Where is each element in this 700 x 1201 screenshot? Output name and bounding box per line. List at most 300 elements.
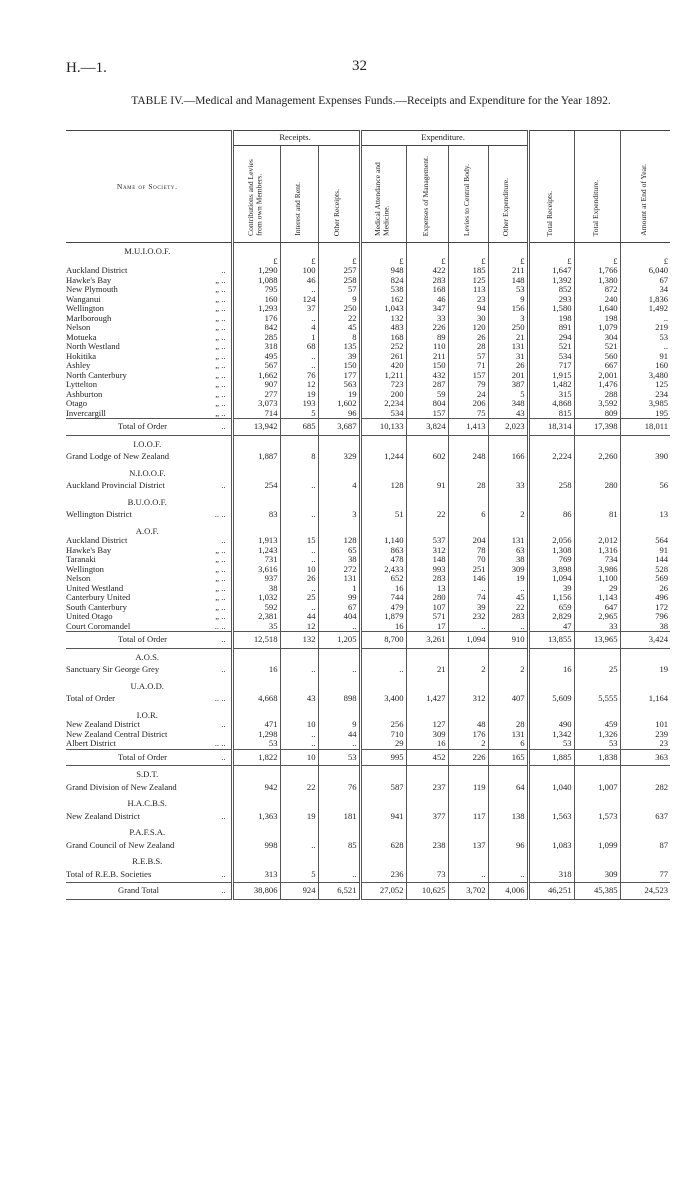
value-cell: 16 bbox=[406, 739, 448, 749]
society-name-text: Wellington bbox=[66, 564, 104, 574]
spacer-cell bbox=[360, 766, 406, 780]
value-cell: 38 bbox=[488, 555, 528, 565]
society-name-text: United Westland bbox=[66, 583, 124, 593]
value-cell: 1,156 bbox=[528, 593, 574, 603]
value-cell: 26 bbox=[448, 333, 488, 343]
value-cell: 16 bbox=[232, 662, 280, 678]
value-cell: 39 bbox=[448, 603, 488, 613]
spacer-cell bbox=[528, 795, 574, 809]
value-cell: 176 bbox=[232, 314, 280, 324]
section-row bbox=[66, 678, 670, 692]
value-cell: 13,942 bbox=[232, 419, 280, 436]
value-cell: 872 bbox=[574, 285, 620, 295]
section-label: N.I.O.O.F. bbox=[129, 467, 166, 478]
society-name bbox=[66, 478, 232, 494]
society-name bbox=[66, 574, 232, 584]
table-row bbox=[66, 323, 670, 333]
society-name bbox=[66, 304, 232, 314]
section-label: H.A.C.B.S. bbox=[127, 798, 167, 808]
spacer-cell bbox=[406, 435, 448, 449]
value-cell: 10,625 bbox=[406, 883, 448, 900]
value-cell: 39 bbox=[318, 352, 360, 362]
society-name-text: Albert District bbox=[66, 739, 116, 748]
leader-dots: „ .. bbox=[215, 275, 226, 285]
value-cell: 329 bbox=[318, 449, 360, 465]
value-cell: 1,427 bbox=[406, 691, 448, 707]
leader-dots: .. .. bbox=[214, 509, 226, 519]
value-cell: 30 bbox=[448, 314, 488, 324]
section-label: U.A.O.D. bbox=[130, 680, 164, 691]
leader-dots: .. bbox=[221, 868, 226, 879]
section-row bbox=[66, 243, 670, 257]
society-name bbox=[66, 371, 232, 381]
value-cell: 942 bbox=[232, 780, 280, 796]
value-cell: .. bbox=[448, 622, 488, 632]
spacer-cell bbox=[280, 795, 318, 809]
value-cell: 81 bbox=[574, 507, 620, 523]
value-cell: 51 bbox=[360, 507, 406, 523]
value-cell: 117 bbox=[448, 809, 488, 825]
society-name-text: Canterbury United bbox=[66, 593, 131, 602]
spacer-cell bbox=[574, 853, 620, 867]
value-cell: 250 bbox=[488, 323, 528, 333]
spacer-cell bbox=[318, 795, 360, 809]
value-cell: 2,829 bbox=[528, 612, 574, 622]
value-cell: 53 bbox=[318, 749, 360, 766]
receipts-group-header: Receipts. bbox=[232, 131, 360, 146]
value-cell: 2 bbox=[488, 662, 528, 678]
value-cell: 6 bbox=[448, 507, 488, 523]
section-row bbox=[66, 435, 670, 449]
value-cell: 239 bbox=[620, 730, 670, 740]
value-cell: 1,298 bbox=[232, 730, 280, 740]
value-cell: 1,205 bbox=[318, 632, 360, 649]
table-row bbox=[66, 361, 670, 371]
section-label: S.D.T. bbox=[136, 769, 159, 779]
spacer-cell bbox=[318, 766, 360, 780]
value-cell: 33 bbox=[406, 314, 448, 324]
value-cell: 312 bbox=[448, 691, 488, 707]
value-cell: 948 bbox=[360, 266, 406, 276]
table-row bbox=[66, 352, 670, 362]
value-cell: 53 bbox=[528, 739, 574, 749]
value-cell: 237 bbox=[406, 780, 448, 796]
section-label: A.O.S. bbox=[135, 651, 160, 662]
society-name-text: Total of Order bbox=[118, 751, 168, 762]
table-row bbox=[66, 555, 670, 565]
society-name bbox=[66, 507, 232, 523]
value-cell: 2 bbox=[448, 662, 488, 678]
value-cell: 12 bbox=[280, 622, 318, 632]
value-cell: 137 bbox=[448, 838, 488, 854]
value-cell: 2,001 bbox=[574, 371, 620, 381]
value-cell: 272 bbox=[318, 565, 360, 575]
spacer-cell bbox=[448, 523, 488, 537]
value-cell: 261 bbox=[360, 352, 406, 362]
society-name-text: Wanganui bbox=[66, 294, 101, 304]
value-cell: 2,433 bbox=[360, 565, 406, 575]
value-cell: 234 bbox=[620, 390, 670, 400]
value-cell: 628 bbox=[360, 838, 406, 854]
value-cell: 277 bbox=[232, 390, 280, 400]
value-cell: 407 bbox=[488, 691, 528, 707]
value-cell: 528 bbox=[620, 565, 670, 575]
value-cell: .. bbox=[448, 584, 488, 594]
value-cell: 34 bbox=[620, 285, 670, 295]
leader-dots: .. bbox=[221, 885, 226, 895]
table-row bbox=[66, 622, 670, 632]
value-cell: 1,879 bbox=[360, 612, 406, 622]
spacer-cell bbox=[318, 678, 360, 692]
table-row bbox=[66, 380, 670, 390]
value-cell: 76 bbox=[318, 780, 360, 796]
value-cell: .. bbox=[360, 662, 406, 678]
society-name bbox=[66, 449, 232, 465]
leader-dots: „ .. bbox=[215, 555, 226, 564]
value-cell: 564 bbox=[620, 536, 670, 546]
value-cell: 1,602 bbox=[318, 399, 360, 409]
value-cell: 44 bbox=[280, 612, 318, 622]
spacer-cell bbox=[620, 824, 670, 838]
table-row bbox=[66, 295, 670, 305]
value-cell: 148 bbox=[488, 276, 528, 286]
value-cell: 248 bbox=[448, 449, 488, 465]
value-cell: 5 bbox=[488, 390, 528, 400]
value-cell: 479 bbox=[360, 603, 406, 613]
value-cell: 18,011 bbox=[620, 419, 670, 436]
section-label: R.E.B.S. bbox=[132, 856, 163, 866]
society-name-text: Grand Council of New Zealand bbox=[66, 839, 175, 850]
spacer-cell bbox=[318, 494, 360, 508]
value-cell: 6,521 bbox=[318, 883, 360, 900]
society-name-text: Total of Order bbox=[66, 693, 116, 703]
value-cell: 254 bbox=[232, 478, 280, 494]
value-cell: 390 bbox=[620, 449, 670, 465]
leader-dots: „ .. bbox=[215, 313, 226, 323]
spacer-cell bbox=[574, 648, 620, 662]
spacer-cell bbox=[528, 494, 574, 508]
spacer-cell bbox=[406, 494, 448, 508]
leader-dots: „ .. bbox=[215, 408, 226, 418]
spacer-cell bbox=[360, 795, 406, 809]
total-expenditure-header: Total Expenditure. bbox=[574, 131, 620, 243]
value-cell: 534 bbox=[360, 409, 406, 419]
value-cell: .. bbox=[280, 739, 318, 749]
table-row bbox=[66, 399, 670, 409]
section-row bbox=[66, 853, 670, 867]
table-row bbox=[66, 333, 670, 343]
value-cell: 19 bbox=[488, 574, 528, 584]
value-cell: 165 bbox=[488, 749, 528, 766]
society-name bbox=[66, 565, 232, 575]
value-cell: 795 bbox=[232, 285, 280, 295]
spacer-cell bbox=[620, 795, 670, 809]
value-cell: 24 bbox=[448, 390, 488, 400]
value-cell: 240 bbox=[574, 295, 620, 305]
value-cell: 3,986 bbox=[574, 565, 620, 575]
society-name bbox=[66, 584, 232, 594]
value-cell: 13,855 bbox=[528, 632, 574, 649]
spacer-cell bbox=[280, 465, 318, 479]
value-cell: 16 bbox=[360, 584, 406, 594]
spacer-cell bbox=[620, 707, 670, 721]
value-cell: 1,573 bbox=[574, 809, 620, 825]
value-cell: 28 bbox=[448, 478, 488, 494]
expenditure-group-header: Expenditure. bbox=[360, 131, 528, 146]
interest-rent-header: Interest and Rent. bbox=[280, 146, 318, 243]
society-name-text: Motueka bbox=[66, 332, 97, 342]
value-cell: 3,898 bbox=[528, 565, 574, 575]
spacer-cell bbox=[406, 523, 448, 537]
value-cell: 120 bbox=[448, 323, 488, 333]
society-name bbox=[66, 342, 232, 352]
value-cell: 1,647 bbox=[528, 266, 574, 276]
currency-symbol: £ bbox=[280, 257, 318, 267]
value-cell: 13 bbox=[620, 507, 670, 523]
value-cell: 285 bbox=[232, 333, 280, 343]
spacer-cell bbox=[280, 678, 318, 692]
leader-dots: „ .. bbox=[215, 342, 226, 351]
value-cell: .. bbox=[318, 662, 360, 678]
table-body bbox=[66, 243, 670, 900]
value-cell: 5,609 bbox=[528, 691, 574, 707]
value-cell: 637 bbox=[620, 809, 670, 825]
value-cell: 2,224 bbox=[528, 449, 574, 465]
value-cell: 282 bbox=[620, 780, 670, 796]
leader-dots: .. bbox=[221, 421, 226, 431]
value-cell: 200 bbox=[360, 390, 406, 400]
table-row bbox=[66, 730, 670, 740]
spacer-cell bbox=[448, 494, 488, 508]
leader-dots: „ .. bbox=[215, 593, 226, 602]
spacer-cell bbox=[488, 853, 528, 867]
leader-dots: .. bbox=[221, 810, 226, 821]
value-cell: 45,385 bbox=[574, 883, 620, 900]
value-cell: 1,915 bbox=[528, 371, 574, 381]
value-cell: 941 bbox=[360, 809, 406, 825]
spacer-cell bbox=[318, 465, 360, 479]
value-cell: 91 bbox=[620, 546, 670, 556]
spacer-cell bbox=[66, 257, 232, 267]
value-cell: 19 bbox=[318, 390, 360, 400]
society-name bbox=[66, 780, 232, 796]
value-cell: 99 bbox=[318, 593, 360, 603]
value-cell: 3,261 bbox=[406, 632, 448, 649]
value-cell: 2,234 bbox=[360, 399, 406, 409]
value-cell: 185 bbox=[448, 266, 488, 276]
value-cell: 45 bbox=[318, 323, 360, 333]
value-cell: 181 bbox=[318, 809, 360, 825]
value-cell: 8 bbox=[318, 333, 360, 343]
value-cell: 70 bbox=[448, 555, 488, 565]
society-name bbox=[66, 314, 232, 324]
currency-symbol: £ bbox=[448, 257, 488, 267]
society-name-text: New Zealand District bbox=[66, 720, 140, 729]
society-name bbox=[66, 546, 232, 556]
spacer-cell bbox=[280, 523, 318, 537]
value-cell: 124 bbox=[280, 295, 318, 305]
value-cell: 9 bbox=[488, 295, 528, 305]
value-cell: 17,398 bbox=[574, 419, 620, 436]
society-name-text: Auckland District bbox=[66, 536, 128, 545]
value-cell: 3 bbox=[318, 507, 360, 523]
value-cell: 483 bbox=[360, 323, 406, 333]
leader-dots: „ .. bbox=[215, 399, 226, 408]
value-cell: 176 bbox=[448, 730, 488, 740]
value-cell: 168 bbox=[360, 333, 406, 343]
table-row bbox=[66, 720, 670, 730]
value-cell: 1,913 bbox=[232, 536, 280, 546]
spacer-cell bbox=[448, 707, 488, 721]
value-cell: 198 bbox=[528, 314, 574, 324]
leader-dots: „ .. bbox=[215, 389, 226, 399]
section-label: P.A.F.S.A. bbox=[129, 827, 166, 837]
value-cell: 75 bbox=[448, 409, 488, 419]
name-of-society-header: Name of Society. bbox=[66, 131, 232, 243]
total-receipts-header: Total Receipts. bbox=[528, 131, 574, 243]
spacer-cell bbox=[232, 648, 280, 662]
leader-dots: „ .. bbox=[215, 361, 226, 370]
value-cell: 318 bbox=[232, 342, 280, 352]
value-cell: 8 bbox=[280, 449, 318, 465]
spacer-cell bbox=[232, 523, 280, 537]
spacer-cell bbox=[620, 678, 670, 692]
value-cell: 2,260 bbox=[574, 449, 620, 465]
value-cell: 4,668 bbox=[232, 691, 280, 707]
table-row bbox=[66, 285, 670, 295]
value-cell: 48 bbox=[448, 720, 488, 730]
value-cell: 309 bbox=[488, 565, 528, 575]
value-cell: 1,244 bbox=[360, 449, 406, 465]
value-cell: 4 bbox=[280, 323, 318, 333]
spacer-cell bbox=[280, 853, 318, 867]
table-row bbox=[66, 612, 670, 622]
value-cell: .. bbox=[280, 555, 318, 565]
spacer-cell bbox=[360, 678, 406, 692]
value-cell: 73 bbox=[406, 867, 448, 883]
society-name-text: Otago bbox=[66, 399, 88, 408]
spacer-cell bbox=[528, 707, 574, 721]
value-cell: 998 bbox=[232, 838, 280, 854]
value-cell: 172 bbox=[620, 603, 670, 613]
value-cell: 1,476 bbox=[574, 380, 620, 390]
value-cell: 138 bbox=[488, 809, 528, 825]
table-row bbox=[66, 691, 670, 707]
value-cell: 1,032 bbox=[232, 593, 280, 603]
page-number: 32 bbox=[352, 58, 367, 74]
society-name-text: Hawke's Bay bbox=[66, 275, 112, 285]
value-cell: 219 bbox=[620, 323, 670, 333]
table-row bbox=[66, 739, 670, 749]
spacer-cell bbox=[360, 494, 406, 508]
table-row bbox=[66, 478, 670, 494]
value-cell: 91 bbox=[406, 478, 448, 494]
table-row bbox=[66, 838, 670, 854]
value-cell: 13,965 bbox=[574, 632, 620, 649]
spacer-cell bbox=[280, 435, 318, 449]
value-cell: 1,413 bbox=[448, 419, 488, 436]
society-name-text: Nelson bbox=[66, 323, 91, 332]
value-cell: 2,012 bbox=[574, 536, 620, 546]
value-cell: 258 bbox=[528, 478, 574, 494]
spacer-cell bbox=[620, 523, 670, 537]
spacer-cell bbox=[360, 523, 406, 537]
value-cell: 304 bbox=[574, 333, 620, 343]
value-cell: 1,088 bbox=[232, 276, 280, 286]
value-cell: 4,006 bbox=[488, 883, 528, 900]
value-cell: 44 bbox=[318, 730, 360, 740]
society-name bbox=[66, 720, 232, 730]
value-cell: .. bbox=[280, 314, 318, 324]
value-cell: 288 bbox=[574, 390, 620, 400]
currency-symbol: £ bbox=[318, 257, 360, 267]
value-cell: .. bbox=[280, 584, 318, 594]
value-cell: 283 bbox=[488, 612, 528, 622]
society-name bbox=[66, 593, 232, 603]
value-cell: 150 bbox=[406, 361, 448, 371]
spacer-cell bbox=[406, 648, 448, 662]
value-cell: .. bbox=[488, 867, 528, 883]
spacer-cell bbox=[406, 824, 448, 838]
value-cell: .. bbox=[488, 622, 528, 632]
table-title: TABLE IV.—Medical and Management Expenses Funds.—Receipts and Expenditure for the Year 1892. bbox=[131, 95, 611, 107]
value-cell: 280 bbox=[406, 593, 448, 603]
spacer-cell bbox=[232, 766, 280, 780]
value-cell: 1,887 bbox=[232, 449, 280, 465]
value-cell: 312 bbox=[406, 546, 448, 556]
value-cell: 53 bbox=[620, 333, 670, 343]
value-cell: 39 bbox=[528, 584, 574, 594]
value-cell: 157 bbox=[448, 371, 488, 381]
value-cell: 280 bbox=[574, 478, 620, 494]
value-cell: 10 bbox=[280, 749, 318, 766]
value-cell: 131 bbox=[488, 536, 528, 546]
society-name bbox=[66, 612, 232, 622]
value-cell: 652 bbox=[360, 574, 406, 584]
spacer-cell bbox=[448, 853, 488, 867]
other-expenditure-header: Other Expenditure. bbox=[488, 146, 528, 243]
value-cell: 166 bbox=[488, 449, 528, 465]
currency-symbol: £ bbox=[360, 257, 406, 267]
spacer-cell bbox=[318, 435, 360, 449]
value-cell: 567 bbox=[232, 361, 280, 371]
total-row bbox=[66, 419, 670, 436]
spacer-cell bbox=[232, 435, 280, 449]
society-name-text: New Zealand District bbox=[66, 810, 140, 821]
value-cell: 160 bbox=[232, 295, 280, 305]
value-cell: 87 bbox=[620, 838, 670, 854]
value-cell: 211 bbox=[406, 352, 448, 362]
society-name bbox=[66, 622, 232, 632]
value-cell: 252 bbox=[360, 342, 406, 352]
value-cell: 83 bbox=[232, 507, 280, 523]
section-label: I.O.O.F. bbox=[133, 438, 162, 449]
spacer-cell bbox=[448, 243, 488, 257]
value-cell: 910 bbox=[488, 632, 528, 649]
value-cell: 107 bbox=[406, 603, 448, 613]
value-cell: 206 bbox=[448, 399, 488, 409]
society-name-text: Total of Order bbox=[118, 421, 168, 431]
spacer-cell bbox=[620, 766, 670, 780]
value-cell: .. bbox=[318, 867, 360, 883]
spacer-cell bbox=[620, 494, 670, 508]
spacer-cell bbox=[406, 795, 448, 809]
leader-dots: .. bbox=[221, 266, 226, 275]
table-row bbox=[66, 276, 670, 286]
spacer-cell bbox=[406, 707, 448, 721]
value-cell: 21 bbox=[488, 333, 528, 343]
value-cell: 1,143 bbox=[574, 593, 620, 603]
